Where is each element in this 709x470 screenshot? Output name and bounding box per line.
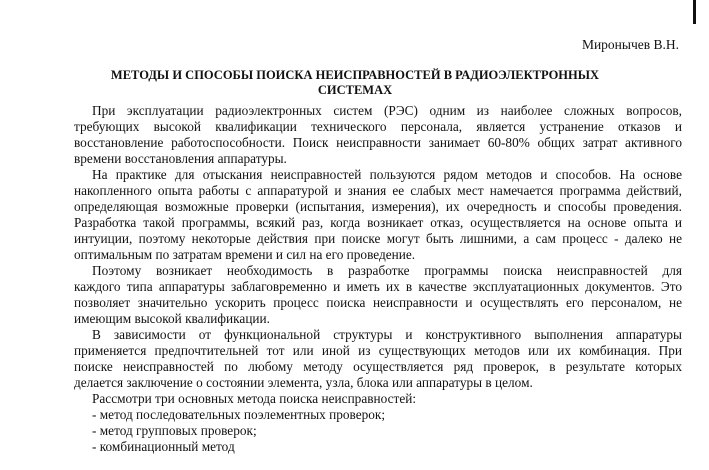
list-item: - комбинационный метод: [92, 439, 235, 454]
text-line: делается заключение о состоянии элемента, узла, блока или аппаратуры в целом.: [74, 375, 533, 390]
text-line: позволяет значительно ускорить процесс поиска неисправности и осуществлять его персоналом, не: [74, 295, 682, 310]
text-line: времени восстановления аппаратуры.: [74, 151, 287, 166]
text-line: поиске неисправностей по любому методу осуществляется ряд проверок, в результате которых: [74, 359, 682, 374]
text-line: Рассмотри три основных метода поиска неисправностей:: [92, 391, 417, 406]
title-line: СИСТЕМАХ: [317, 83, 393, 97]
text-line: В зависимости от функциональной структуры и конструктивного выполнения аппаратуры: [92, 327, 682, 342]
text-line: На практике для отыскания неисправностей пользуются рядом методов и способов. На основе: [92, 167, 682, 182]
text-line: восстановление работоспособности. Поиск неисправности занимает 60-80% общих затрат активного: [74, 135, 682, 150]
text-line: Поэтому возникает необходимость в разработке программы поиска неисправностей для: [92, 263, 682, 278]
title-line: МЕТОДЫ И СПОСОБЫ ПОИСКА НЕИСПРАВНОСТЕЙ В РАДИОЭЛЕКТРОННЫХ: [110, 68, 600, 82]
text-line: имеющим высокой квалификации.: [74, 311, 270, 326]
text-line: Разработка такой программы, всякий раз, когда возникает отказ, осуществляется на основе опыта и: [74, 215, 682, 230]
list-item: - метод последовательных поэлементных проверок;: [92, 407, 386, 422]
text-line: интуиции, поэтому некоторые действия при поиске могут быть лишними, а сам процесс - далеко не: [74, 231, 682, 246]
text-line: применяется предпочтительней тот или иной из существующих методов или их комбинация. При: [74, 343, 682, 358]
text-line: требующих высокой квалификации технического персонала, является устранение отказов и: [74, 119, 682, 134]
text-line: При эксплуатации радиоэлектронных систем (РЭС) одним из наиболее сложных вопросов,: [92, 103, 682, 118]
text-line: определяющая возможные проверки (испытания, измерения), их очередность и способы проведения.: [74, 199, 682, 214]
author-name: Миронычев В.Н.: [581, 37, 679, 52]
text-line: каждого типа аппаратуры заблаговременно и иметь их в качестве эксплуатационных документов. Это: [74, 279, 682, 294]
list-item: - метод групповых проверок;: [92, 423, 257, 438]
text-line: оптимальным по затратам времени и сил на его проведение.: [74, 247, 416, 262]
text-line: накопленного опыта работы с аппаратурой и знания ее слабых мест намечается программа действий,: [74, 183, 682, 198]
